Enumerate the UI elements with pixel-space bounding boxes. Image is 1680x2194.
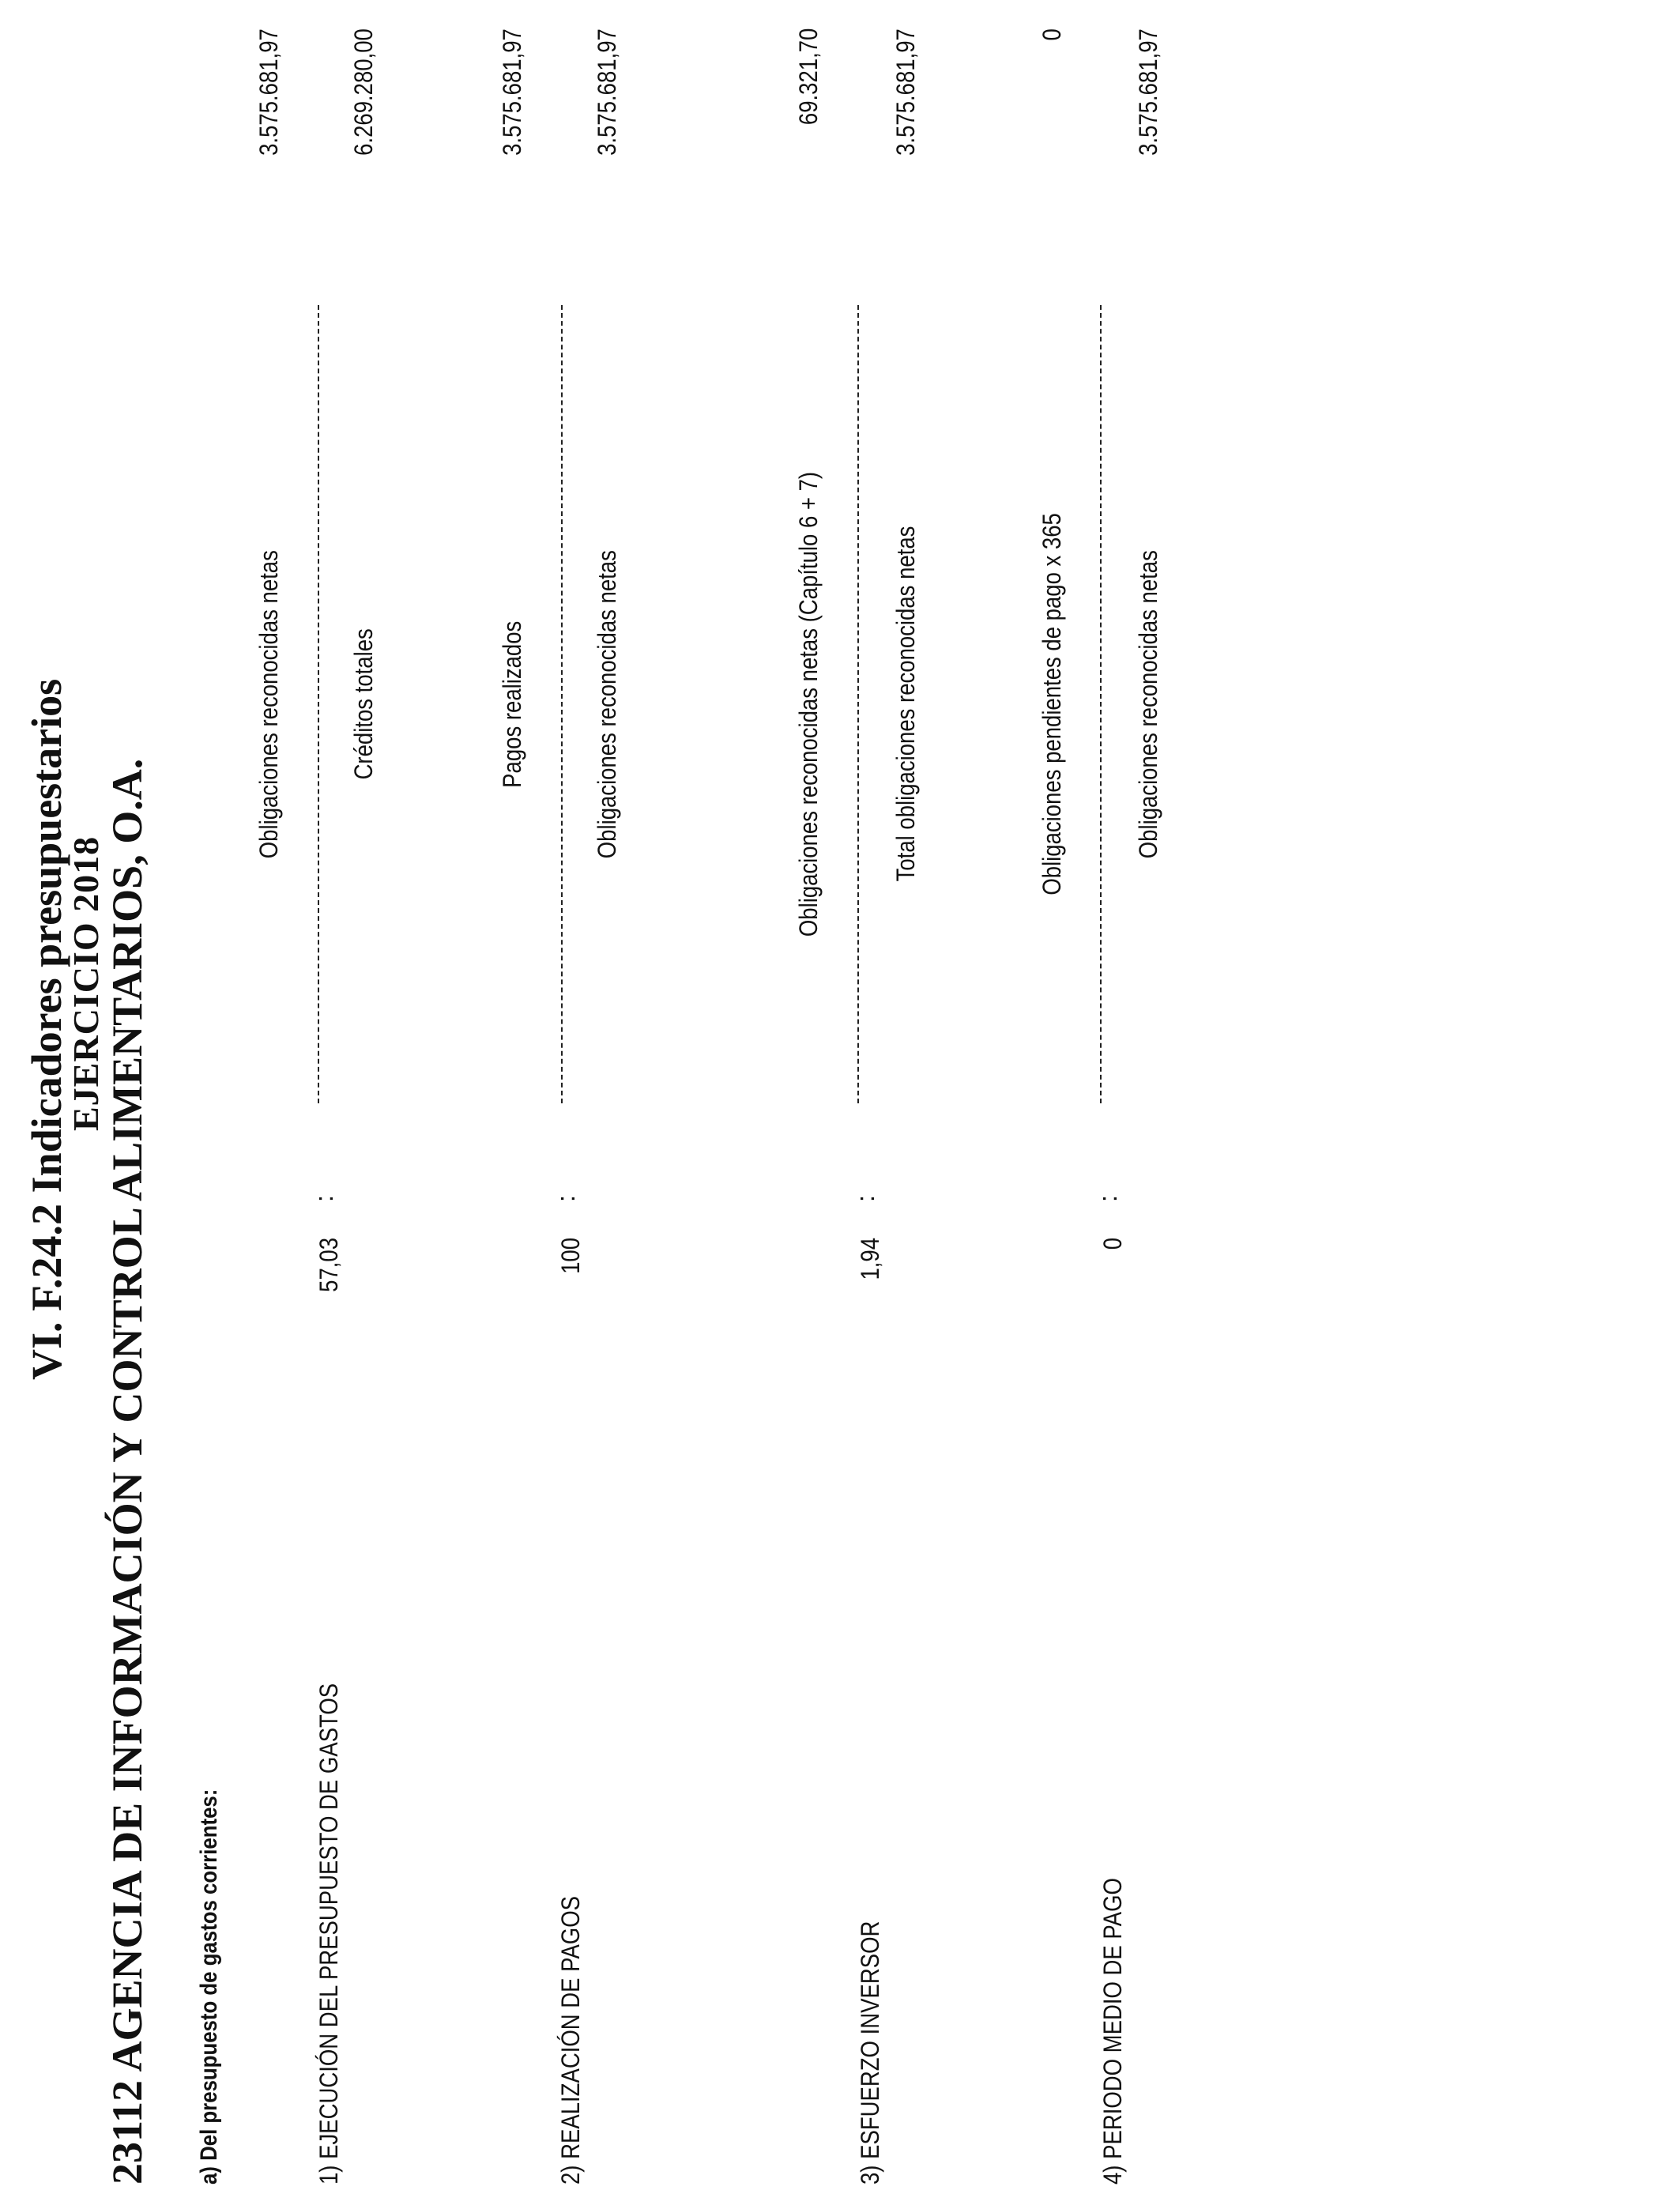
denominator-text: Total obligaciones reconocidas netas xyxy=(891,526,920,882)
denominator-amount xyxy=(593,28,622,226)
indicator-label: 3) ESFUERZO INVERSOR xyxy=(856,1921,884,2185)
denominator-amount-text: 3.575.681,97 xyxy=(593,28,621,156)
indicator-value: 57,03 xyxy=(315,1238,343,1292)
numerator-text: Pagos realizados xyxy=(498,620,526,788)
numerator-amount xyxy=(498,28,527,226)
section-heading: a) Del presupuesto de gastos corrientes: xyxy=(196,1789,222,2185)
indicator-label: 4) PERIODO MEDIO DE PAGO xyxy=(1098,1878,1127,2185)
indicator-numerator xyxy=(1038,285,1067,1123)
denominator-amount-text: 3.575.681,97 xyxy=(891,28,920,156)
fraction-rule xyxy=(561,305,563,1103)
denominator-amount xyxy=(891,28,921,226)
denominator-amount xyxy=(1134,28,1163,226)
indicator-denominator xyxy=(891,285,921,1123)
entity-name: 23112 AGENCIA DE INFORMACIÓN Y CONTROL ALIMENTARIOS, O.A. xyxy=(104,758,151,2185)
indicator-label: 2) REALIZACIÓN DE PAGOS xyxy=(556,1896,585,2185)
indicator-value: 100 xyxy=(556,1238,585,1274)
numerator-text: Obligaciones reconocidas netas xyxy=(254,549,283,859)
fraction-rule xyxy=(1100,305,1102,1103)
denominator-text: Obligaciones reconocidas netas xyxy=(593,549,621,859)
numerator-amount-text: 3.575.681,97 xyxy=(498,28,526,156)
fraction-rule xyxy=(318,305,319,1103)
denominator-amount-text: 6.269.280,00 xyxy=(349,28,378,156)
numerator-amount xyxy=(794,28,823,226)
denominator-amount xyxy=(349,28,379,226)
numerator-amount-text: 3.575.681,97 xyxy=(254,28,283,156)
indicator-value: 1,94 xyxy=(856,1238,884,1280)
indicator-colon: : xyxy=(1094,1195,1122,1202)
indicator-colon: : xyxy=(851,1195,880,1202)
numerator-amount xyxy=(1038,28,1067,226)
report-title: VI. F.24.2 Indicadores presupuestarios xyxy=(23,678,70,1380)
fraction-rule xyxy=(857,305,859,1103)
denominator-text: Obligaciones reconocidas netas xyxy=(1134,549,1162,859)
numerator-amount xyxy=(254,28,284,226)
numerator-amount-text: 69.321,70 xyxy=(794,28,823,126)
indicator-label: 1) EJECUCIÓN DEL PRESUPUESTO DE GASTOS xyxy=(315,1683,343,2185)
numerator-text: Obligaciones pendientes de pago x 365 xyxy=(1038,513,1066,895)
indicator-denominator xyxy=(1134,285,1163,1123)
indicator-numerator xyxy=(254,285,284,1123)
indicator-value: 0 xyxy=(1098,1238,1127,1250)
numerator-amount-text: 0 xyxy=(1038,28,1066,41)
denominator-text: Créditos totales xyxy=(349,628,378,780)
indicator-colon: : xyxy=(552,1195,580,1202)
indicator-denominator xyxy=(349,285,379,1123)
indicator-numerator xyxy=(498,285,527,1123)
indicator-colon: : xyxy=(310,1195,338,1202)
indicator-denominator xyxy=(593,285,622,1123)
denominator-amount-text: 3.575.681,97 xyxy=(1134,28,1162,156)
exercise-year: EJERCICIO 2018 xyxy=(66,835,106,1131)
indicator-numerator xyxy=(794,285,823,1123)
numerator-text: Obligaciones reconocidas netas (Capítulo 6 + 7) xyxy=(794,471,823,937)
